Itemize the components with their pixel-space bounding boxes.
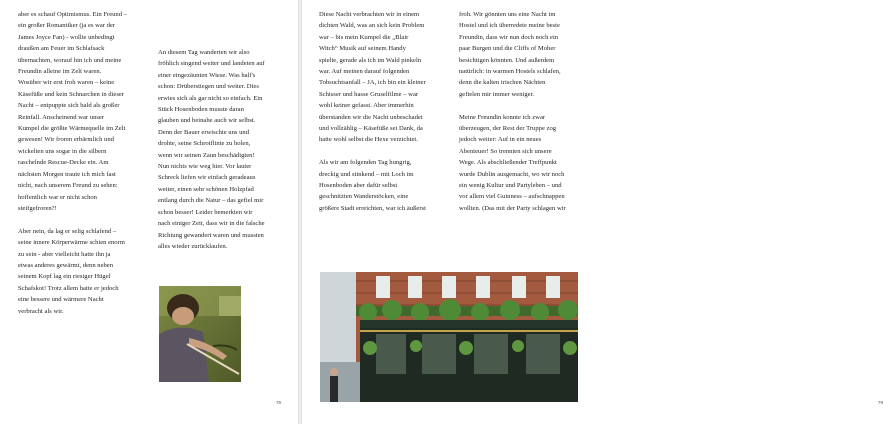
text-line: Abenteuer! So trennten sich unsere xyxy=(459,147,552,155)
text-line: entlang durch die Natur – das gefiel mir xyxy=(158,197,264,205)
text-line: seine innere Körperwärme schien enorm xyxy=(18,239,125,247)
photo-dublin-pub xyxy=(320,272,578,402)
text-line: hoffentlich war er nicht schon xyxy=(18,193,97,201)
text-line: verbracht als wir. xyxy=(18,307,64,315)
text-line: wollten. (Das mit der Party schlagen wir xyxy=(459,204,566,212)
text-line: paar Burgen und die Cliffs of Moher xyxy=(459,45,556,53)
text-line: eine bessere und wärmere Nacht xyxy=(18,296,104,304)
text-line: dreckig und stinkend – mit Loch im xyxy=(319,170,414,178)
photo-boy-whittling xyxy=(159,286,241,382)
text-line: zu sein - aber vielleicht hatte ihn ja xyxy=(18,250,111,258)
page-number-right: 79 xyxy=(878,400,883,405)
text-line: überzeugen, der Rest der Truppe zog xyxy=(459,125,557,133)
text-line: Aber nein, da lag er selig schlafend – xyxy=(18,227,117,235)
left-page xyxy=(0,0,298,424)
text-line: war. Auf meinen darauf folgenden xyxy=(319,68,410,76)
paragraph xyxy=(18,9,150,214)
text-line: fröhlich singend weiter und landeten auf xyxy=(158,60,265,68)
text-line: spielte, gerade als ich im Wald pinkeln xyxy=(319,56,422,64)
text-line: nicht, nach unserem Freund zu sehen: xyxy=(18,182,118,190)
text-line: froh. Wir gönnten uns eine Nacht im xyxy=(459,11,556,18)
text-column-4 xyxy=(459,9,591,226)
text-line: James Joyce Fan) - wollte unbedingt xyxy=(18,33,115,41)
text-line: übernachten, worauf hin ich und meine xyxy=(18,56,122,64)
text-line: Als wir am folgenden Tag hungrig, xyxy=(319,159,412,167)
text-line: war – bis mein Kumpel die „Blair xyxy=(319,33,409,41)
text-line: wurde Dublin ausgemacht, wo wir noch xyxy=(459,170,565,178)
text-line: drohte, seine Schrotflinte zu holen, xyxy=(158,140,251,148)
text-line: Käsefüße und kein Schnarchen in dieser xyxy=(18,90,125,98)
text-line: Wege. Als abschließender Treffpunkt xyxy=(459,159,557,167)
text-line: ein großer Romantiker (ja es war der xyxy=(18,22,116,30)
text-line: ein wenig Kultur und Partyleben – und xyxy=(459,182,562,190)
text-line: schon besser! Leider bemerkten wir xyxy=(158,208,253,216)
text-line: Schreck liefen wir einfach geradeaus xyxy=(158,174,256,182)
text-column-1 xyxy=(18,9,150,328)
text-line: nach einiger Zeit, dass wir in die falsche xyxy=(158,220,265,228)
text-line: Witch“ Musik auf seinem Handy xyxy=(319,45,406,53)
text-column-2 xyxy=(158,47,290,264)
text-line: alles wieder zurücklaufen. xyxy=(158,242,228,250)
text-line: Freundin, dass wir nun doch noch ein xyxy=(459,33,559,41)
text-line: schon: Drüberstiegen und weiter. Dies xyxy=(158,83,259,91)
text-line: Stück Hosenboden musste daran xyxy=(158,106,244,114)
text-line: aber es schauf Optimismus. Ein Freund – xyxy=(18,11,127,18)
text-line: Schisser und hasse Gruselfilme – war xyxy=(319,90,419,98)
paragraph xyxy=(319,9,451,146)
text-line: erwies sich als gar nicht so einfach. Ein xyxy=(158,94,263,102)
text-line: wickelten uns sogar in die silbern xyxy=(18,147,107,155)
text-line: raschelnde Rescue-Decke ein. Am xyxy=(18,159,109,167)
text-line: Tobsuchtsanfall – JA, ich bin ein kleiner xyxy=(319,79,426,87)
text-line: überstanden wir die Nacht unbeschadet xyxy=(319,113,423,121)
text-line: seinem Kopf lag ein riesiger Hügel xyxy=(18,273,111,281)
text-line: denn die kalten irischen Nächten xyxy=(459,79,546,87)
text-line: nächsten Morgen traute ich mich fast xyxy=(18,170,116,178)
text-line: Nacht – entpuppte sich bald als großer xyxy=(18,102,120,110)
text-line: natürlich: in warmen Hostels schlafen, xyxy=(459,68,561,76)
text-line: draußen am Feuer im Schlafsack xyxy=(18,45,105,53)
text-line: gewesen! Wir froren erbärmlich und xyxy=(18,136,114,144)
text-line: Wosüber wir erst froh waren – keine xyxy=(18,79,115,87)
text-line: glauben und beinahe auch wir selbst. xyxy=(158,117,256,125)
text-line: hatte wohl selbst die Hexe verzichtet. xyxy=(319,136,418,144)
text-line: etwas anderes gewärmt, denn neben xyxy=(18,261,114,269)
text-line: Kumpel die größte Wärmequelle im Zelt xyxy=(18,125,126,133)
page-number-left: 78 xyxy=(276,400,282,405)
text-line: Diese Nacht verbrachten wir in einem xyxy=(319,11,420,18)
text-line: Nun nichts wie weg hier. Vor lauter xyxy=(158,163,252,171)
text-line: geschnitzten Wanderstöcken, eine xyxy=(319,193,409,201)
text-line: und vollzählig – Käsefüße sei Dank, da xyxy=(319,125,423,133)
text-line: Reinfall. Anscheinend war unser xyxy=(18,113,105,121)
text-line: An diesem Tag wanderten wir also xyxy=(158,49,250,56)
paragraph xyxy=(459,112,591,215)
text-line: weiter, einen sehr schönen Holzpfad xyxy=(158,185,254,193)
text-line: wohl keiner gefasst. Aber immerhin xyxy=(319,102,414,110)
text-line: Denn der Bauer erwischte uns und xyxy=(158,128,250,136)
paragraph xyxy=(18,226,150,317)
text-line: gefielen mir immer weniger. xyxy=(459,90,535,98)
text-line: besichtigen könnten. Und außerdem xyxy=(459,56,555,64)
text-line: Hosenboden aber dafür selbst xyxy=(319,182,398,190)
text-line: Schafskot! Trotz allem hatte er jedoch xyxy=(18,284,119,292)
text-line: jedoch weiter: Auf in ein neues xyxy=(459,136,542,144)
text-line: Hostel und ich überredete meine beste xyxy=(459,22,560,30)
paragraph xyxy=(459,9,591,100)
text-line: Meine Freundin konnte ich zwar xyxy=(459,113,546,121)
text-line: einer eingezäunten Wiese. Was half's xyxy=(158,71,256,79)
text-line: steifgefroren?! xyxy=(18,204,57,212)
text-line: dichten Wald, was an sich kein Problem xyxy=(319,22,425,30)
text-line: größere Stadt erreichten, war ich äußerst xyxy=(319,204,426,212)
paragraph xyxy=(319,157,451,214)
text-line: Freundin alleine im Zelt waren. xyxy=(18,68,102,76)
text-line: vor allem viel Guinness – aufschnappen xyxy=(459,193,565,201)
paragraph xyxy=(158,47,290,252)
text-column-3 xyxy=(319,9,451,226)
text-line: wenn wir seinen Zaun beschädigten! xyxy=(158,151,255,159)
text-line: Richtung gewandert waren und mussten xyxy=(158,231,264,239)
